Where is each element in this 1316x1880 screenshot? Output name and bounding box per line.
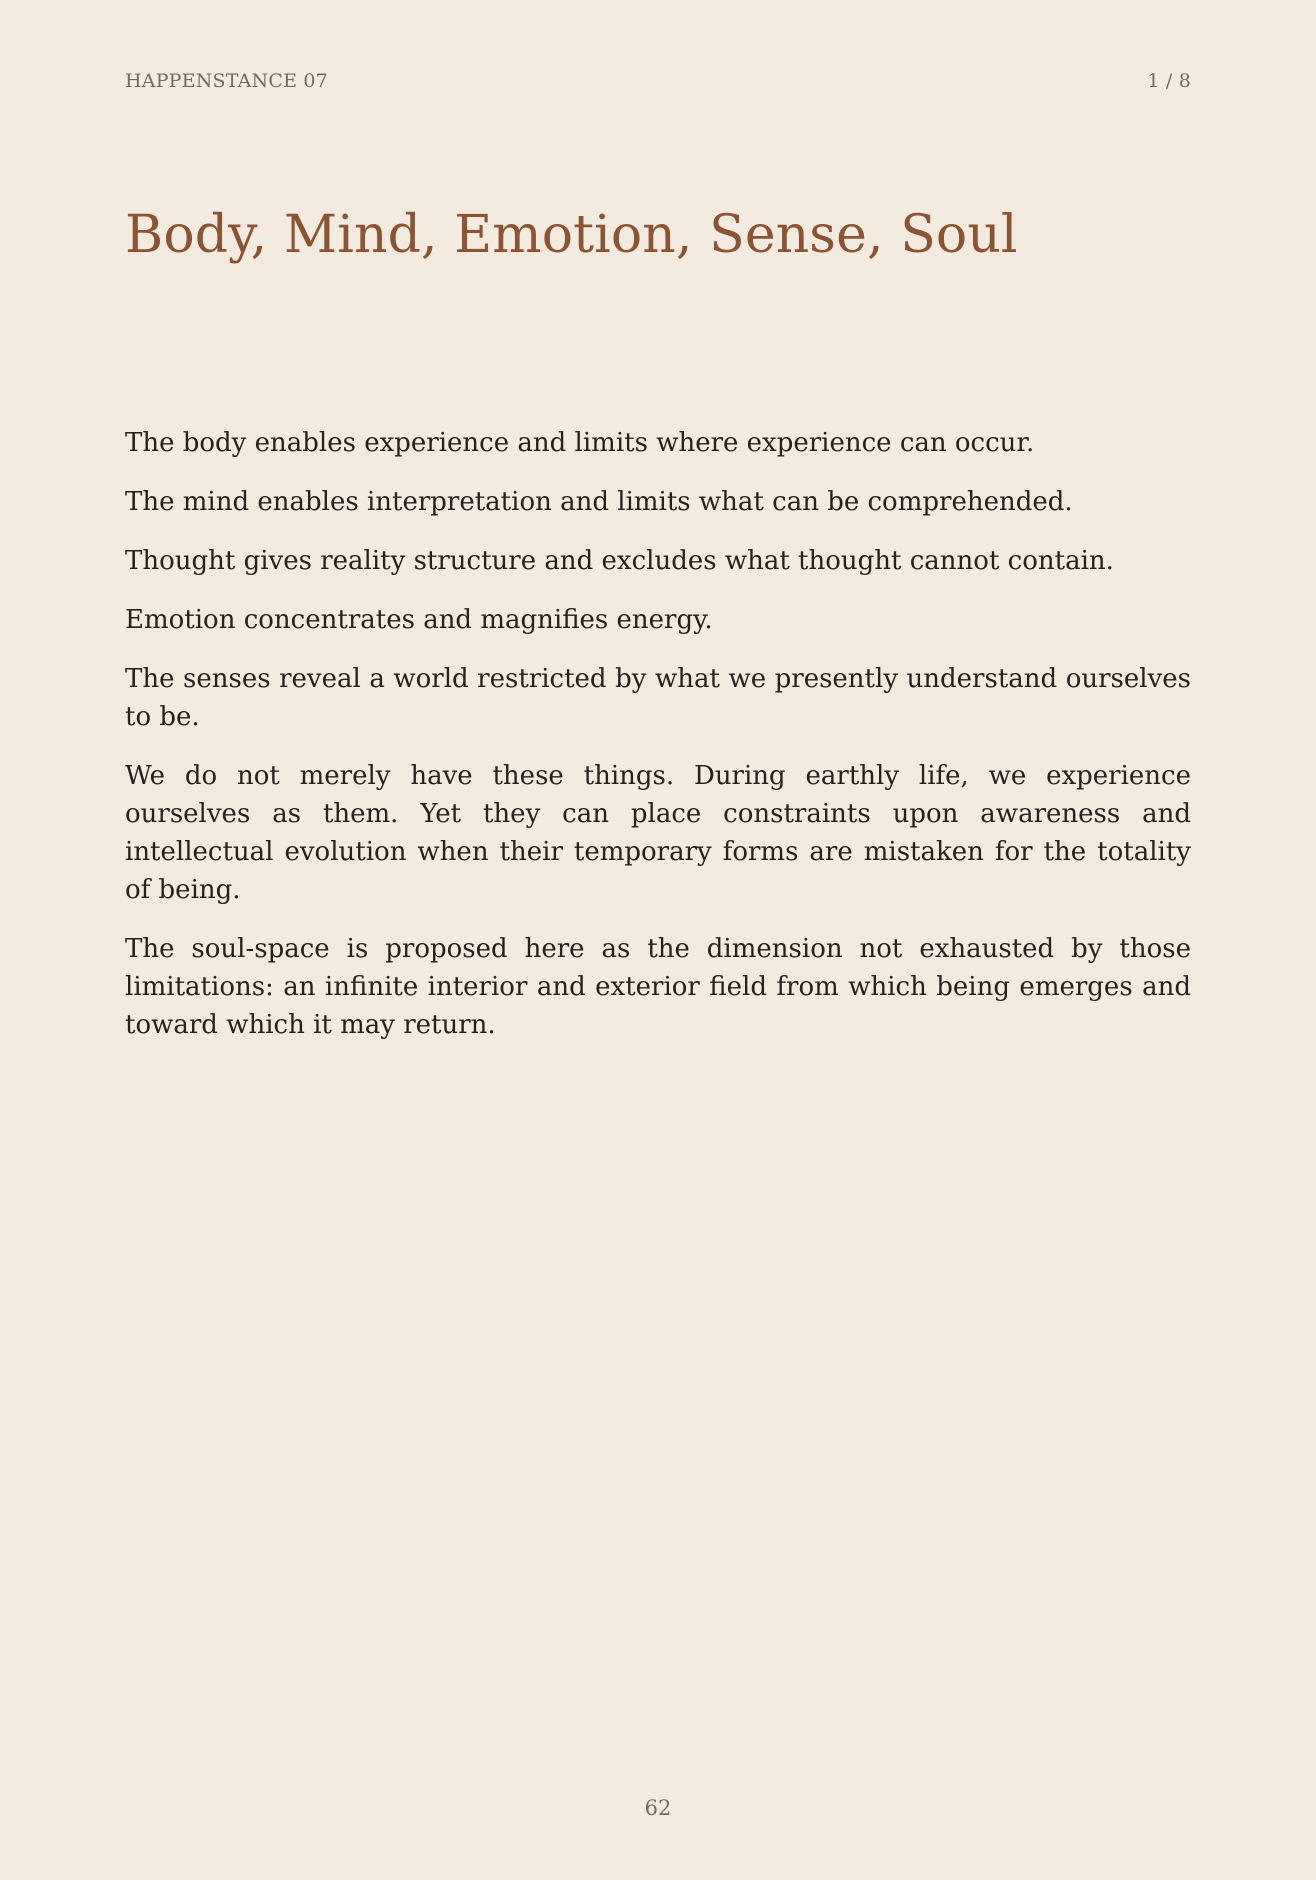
- article-body: [125, 424, 1191, 1065]
- paragraph-being: We do not merely have these things. During earthly life, we experience ourselves as them. Yet they can place constraints upon awareness and intellectual evolution when their temporary forms are mistaken for the totality of being.: [125, 761, 1191, 905]
- page-number: 62: [644, 1796, 672, 1820]
- publication-name: HAPPENSTANCE 07: [125, 70, 328, 92]
- page-indicator: 1 / 8: [1147, 70, 1191, 92]
- paragraph-body: The body enables experience and limits where experience can occur.: [125, 428, 1035, 458]
- paragraph-mind: The mind enables interpretation and limits what can be comprehended.: [125, 487, 1073, 517]
- paragraph-senses: The senses reveal a world restricted by what we presently understand ourselves to be.: [125, 664, 1191, 732]
- paragraph-emotion: Emotion concentrates and magnifies energy.: [125, 605, 713, 635]
- paragraph-soul-space: The soul-space is proposed here as the dimension not exhausted by those limitations: an infinite interior and exterior field from which being emerges and toward which it may return.: [125, 934, 1191, 1040]
- paragraph-thought: Thought gives reality structure and excludes what thought cannot contain.: [125, 546, 1114, 576]
- running-header: [125, 70, 1191, 94]
- article-title: Body, Mind, Emotion, Sense, Soul: [125, 205, 1018, 265]
